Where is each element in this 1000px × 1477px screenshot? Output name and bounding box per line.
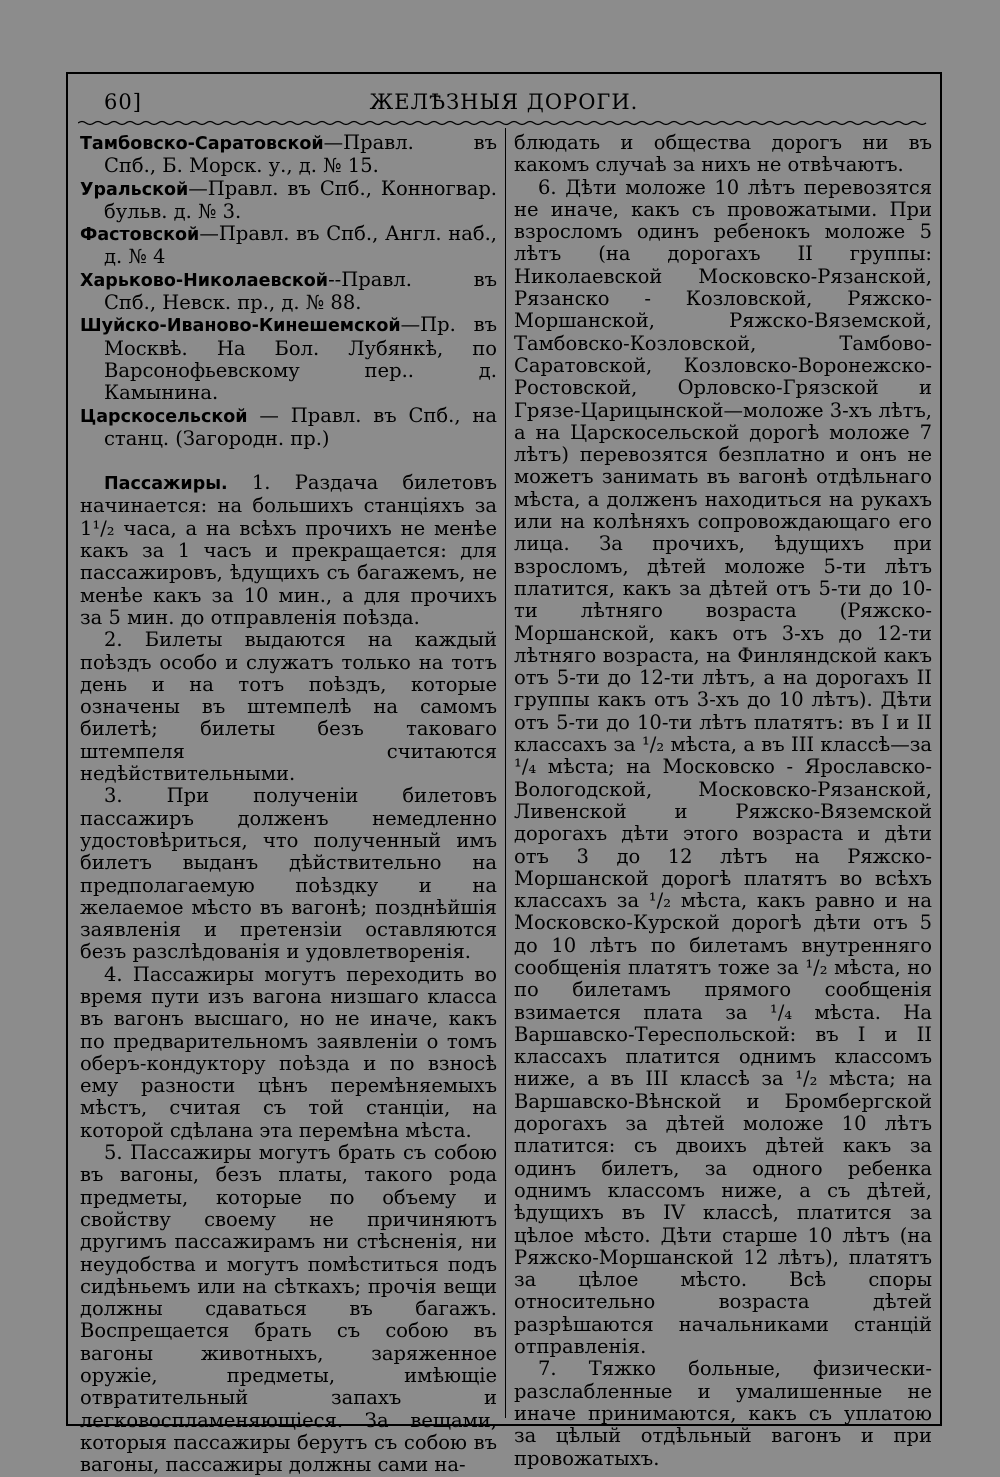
railway-entry: Царскосельской — Правл. въ Спб., на станц. (Загородн. пр.) (80, 403, 497, 450)
running-header (68, 82, 940, 118)
rule-paragraph: 5. Пассажиры могутъ брать съ собою въ вагоны, безъ платы, такого рода предметы, которые по объему и свойству своему не причиняютъ другимъ пассажирамъ ни стѣсненія, ни неудобства и могутъ помѣститься подъ сидѣньемъ или на сѣткахъ; прочія вещи должны сдаваться въ багажъ. Воспрещается брать съ собою въ вагоны животныхъ, заряженное оружіе, предметы, имѣющіе отвратительный запахъ и легковоспламеняющіеся. За вещами, которыя пассажиры берутъ съ собою въ вагоны, пассажиры должны сами на- (80, 1141, 497, 1477)
railway-entry: Харьково-Николаевской--Правл. въ Спб., Невск. пр., д. № 88. (80, 267, 497, 315)
rule-paragraph: 7. Тяжко больные, физически-разслабленные и умалишенные не иначе принимаются, какъ съ уплатою за цѣлый отдѣльный вагонъ и при провожатыхъ. (514, 1357, 932, 1470)
left-column (80, 132, 497, 1477)
railway-entry: Уральской—Правл. въ Спб., Конногвар. бульв. д. № 3. (80, 176, 497, 223)
railway-entry: Фастовской—Правл. въ Спб., Англ. наб., д. № 4 (80, 222, 497, 269)
rule-paragraph: 4. Пассажиры могутъ переходить во время пути изъ вагона низшаго класса въ вагонъ высшаго, но не иначе, какъ по предварительномъ заявленіи о томъ оберъ-кондуктору поѣзда и по взносѣ ему разности цѣнъ перемѣняемыхъ мѣстъ, считая съ той станціи, на которой сдѣлана эта перемѣна мѣста. (80, 962, 497, 1142)
page (66, 72, 942, 1477)
page-number: 60] (104, 90, 142, 114)
rule-paragraph: 2. Билеты выдаются на каждый поѣздъ особо и служатъ только на тотъ день и на тотъ поѣздъ, которые означены въ штемпелѣ на самомъ билетѣ; билеты безъ таковаго штемпеля считаются недѣйствительными. (80, 628, 497, 786)
section-gap (80, 450, 497, 472)
rule-paragraph: 3. При полученіи билетовъ пассажиръ долженъ немедленно удостовѣриться, что полученный имъ билетъ выданъ дѣйствительно на предполагаемую поѣздку и на желаемое мѣсто въ вагонѣ; позднѣйшія заявленія и претензіи оставляются безъ разслѣдованія и удовлетворенія. (80, 784, 497, 964)
running-title: ЖЕЛѢЗНЫЯ ДОРОГИ. (369, 90, 639, 114)
railway-entry: Тамбовско-Саратовской—Правл. въ Спб., Б. Морск. у., д. № 15. (80, 131, 497, 178)
rule-paragraph: 6. Дѣти моложе 10 лѣтъ перевозятся не иначе, какъ съ провожатыми. При взросломъ одинъ ребенокъ моложе 5 лѣтъ (на дорогахъ II группы: Николаевской Московско-Рязанской, Рязанско - Козловской, Ряжско-Моршанской, Ряжско-Вяземской, Тамбовско-Козловской, Тамбово-Саратовской, Козловско-Воронежско-Ростовской, Орловско-Грязской и Грязе-Царицынской—моложе 3-хъ лѣтъ, а на Царскосельской дорогѣ моложе 7 лѣтъ) перевозятся безплатно и онъ не можетъ занимать въ вагонѣ отдѣльнаго мѣста, а долженъ находиться на рукахъ или на колѣняхъ сопровождающаго его лица. За прочихъ, ѣдущихъ при взросломъ, дѣтей моложе 5-ти лѣтъ платится, какъ за дѣтей отъ 5-ти до 10-ти лѣтняго возраста (Ряжско-Моршанской, какъ отъ 3-хъ до 12-ти лѣтняго возраста, на Финляндской какъ отъ 5-ти до 12-ти лѣтъ, а на дорогахъ II группы какъ отъ 3-хъ до 10 лѣтъ). Дѣти отъ 5-ти до 10-ти лѣтъ платятъ: въ I и II классахъ за ¹/₂ мѣста, а въ III классѣ—за ¹/₄ мѣста; на Московско - Ярославско-Вологодской, Московско-Рязанской, Ливенской и Ряжско-Вяземской дорогахъ дѣти этого возраста и дѣти отъ 3 до 12 лѣтъ на Ряжско-Моршанской дорогѣ платятъ во всѣхъ классахъ за ¹/₂ мѣста, какъ равно и на Московско-Курской дорогѣ дѣти отъ 5 до 10 лѣтъ по билетамъ внутренняго сообщенія платятъ тоже за ¹/₂ мѣста, но по билетамъ прямого сообщенія взимается плата за ¹/₄ мѣста. На Варшавско-Тереспольской: въ I и II классахъ платится однимъ классомъ ниже, а въ III классѣ за ¹/₂ мѣста; на Варшавско-Вѣнской и Бромбергской дорогахъ за дѣтей моложе 10 лѣтъ платится: съ двоихъ дѣтей какъ за одинъ билетъ, за одного ребенка однимъ классомъ ниже, а съ дѣтей, ѣдущихъ въ IV классѣ, платится за цѣлое мѣсто. Дѣти старше 10 лѣтъ (на Ряжско-Моршанской 12 лѣтъ), платятъ за цѣлое мѣсто. Всѣ споры относительно возраста дѣтей разрѣшаются начальниками станцій отправленія. (514, 175, 932, 1359)
header-wavy-rule (78, 120, 930, 126)
top-rule (68, 72, 940, 74)
rule-paragraph-continued: блюдать и общества дорогъ ни въ какомъ случаѣ за нихъ не отвѣчаютъ. (514, 131, 932, 177)
right-column (514, 132, 932, 1470)
railway-entry: Шуйско-Иваново-Кинешемской—Пр. въ Москвѣ. На Бол. Лубянкѣ, по Варсонофьевскому пер.. д. Камынина. (80, 313, 497, 405)
rule-paragraph: Пассажиры. 1. Раздача билетовъ начинается: на большихъ станціяхъ за 1¹/₂ часа, а на всѣхъ прочихъ не менѣе какъ за 1 часъ и прекращается: для пассажировъ, ѣдущихъ съ багажемъ, не менѣе какъ за 10 мин., а для прочихъ за 5 мин. до отправленія поѣзда. (80, 471, 497, 629)
column-divider (505, 128, 506, 1418)
